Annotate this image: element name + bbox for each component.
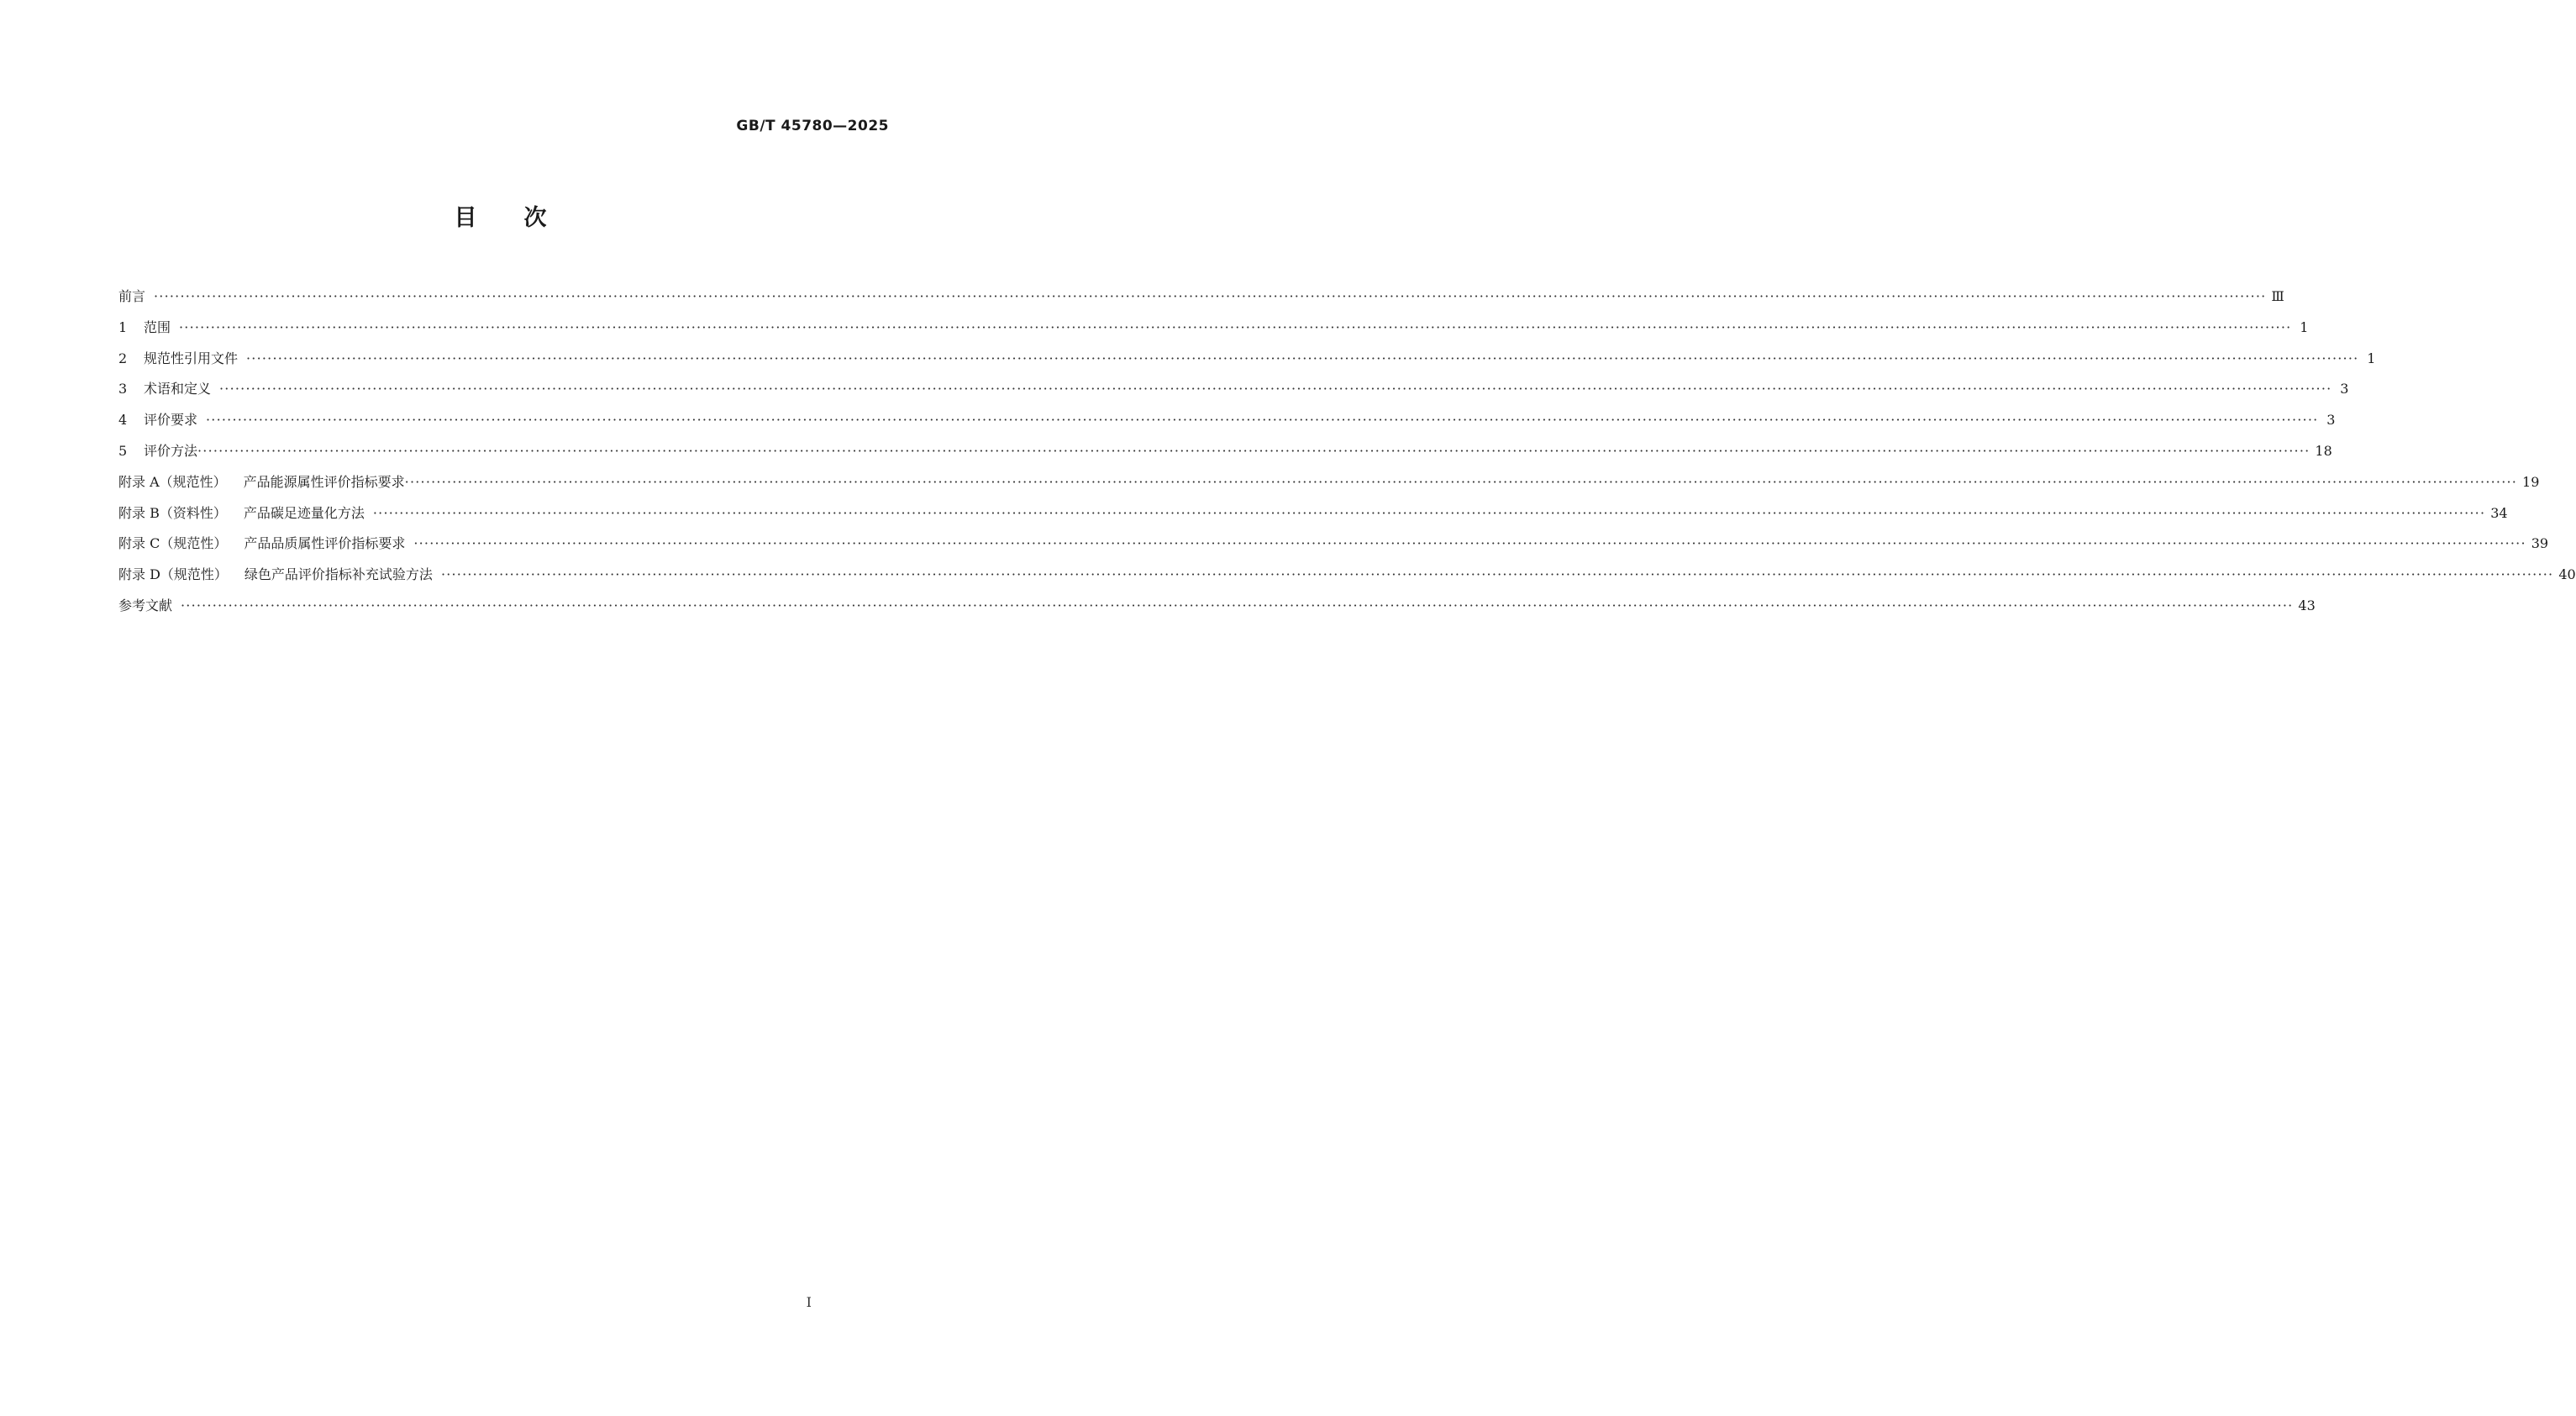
toc-entry-text: 产品品质属性评价指标要求 <box>244 535 406 552</box>
toc-entry-number: 2 <box>118 350 128 366</box>
toc-entry-page: 39 <box>2531 535 2549 552</box>
toc-entry-text: 产品碳足迹量化方法 <box>243 504 365 521</box>
toc-entry-text: 绿色产品评价指标补充试验方法 <box>244 566 433 583</box>
toc-entry-evaluation-requirements[interactable] <box>118 411 2336 442</box>
dot-leader: ················································································································································································································································································································································································································ <box>413 535 2526 552</box>
toc-annex-tag: 附录 A（规范性） <box>118 473 227 490</box>
toc-entry-number: 4 <box>118 412 128 429</box>
toc-entry-page: 3 <box>2340 381 2349 397</box>
toc-entry-label <box>118 566 433 584</box>
toc-entry-label <box>118 350 238 368</box>
toc-entry-label <box>118 473 405 492</box>
toc-entry-label <box>118 287 145 306</box>
toc-annex-tag: 附录 C（规范性） <box>118 535 228 552</box>
page-title: 目次 <box>454 205 594 231</box>
toc-entry-page: 1 <box>2300 318 2309 335</box>
toc-entry-page: Ⅲ <box>2271 288 2284 304</box>
toc-entry-page: 3 <box>2326 412 2336 429</box>
toc-entry-page: 40 <box>2558 566 2576 583</box>
dot-leader: ················································································································································································································································································································································································································ <box>181 597 2294 613</box>
toc-entry-label <box>118 534 405 553</box>
toc-entry-text: 评价要求 <box>144 412 198 429</box>
toc-entry-scope[interactable] <box>118 318 2309 350</box>
toc-entry-label <box>118 411 197 429</box>
standard-code: GB/T 45780—2025 <box>736 118 889 134</box>
toc-entry-text: 术语和定义 <box>144 381 212 397</box>
dot-leader: ················································································································································································································································································································································································································ <box>372 504 2486 521</box>
toc-entry-annex-a[interactable] <box>118 473 2540 504</box>
toc-entry-label <box>118 380 211 398</box>
dot-leader: ················································································································································································································································································································································································································ <box>246 350 2359 366</box>
toc-entry-page: 19 <box>2522 473 2540 490</box>
page-number: Ⅰ <box>806 1294 812 1310</box>
toc-entry-terms-definitions[interactable] <box>118 380 2349 411</box>
toc-entry-page: 18 <box>2315 442 2332 459</box>
toc-entry-annex-b[interactable] <box>118 504 2508 535</box>
toc-entry-number: 5 <box>118 442 128 459</box>
dot-leader: ················································································································································································································································································································································································································ <box>440 566 2554 583</box>
toc-entry-text: 范围 <box>144 318 171 335</box>
dot-leader: ················································································································································································································································································································································································································ <box>154 288 2267 304</box>
toc-annex-tag: 附录 B（资料性） <box>118 504 227 521</box>
toc-entry-foreword[interactable] <box>118 287 2284 318</box>
toc-entry-label <box>118 318 171 337</box>
dot-leader: ················································································································································································································································································································································································································ <box>179 318 2292 335</box>
toc-entry-label <box>118 597 172 615</box>
toc-entry-page: 34 <box>2490 504 2508 521</box>
toc-entry-number: 3 <box>118 381 128 397</box>
toc-entry-text: 评价方法 <box>144 442 198 459</box>
dot-leader: ················································································································································································································································································································································································································ <box>404 473 2518 490</box>
toc-entry-evaluation-methods[interactable] <box>118 442 2332 473</box>
toc-entry-text: 前言 <box>118 288 146 304</box>
toc-entry-number: 1 <box>118 318 128 335</box>
toc-entry-page: 43 <box>2298 597 2316 613</box>
toc-entry-normative-references[interactable] <box>118 350 2376 381</box>
toc-entry-annex-d[interactable] <box>118 566 2576 597</box>
dot-leader: ················································································································································································································································································································································································································ <box>197 442 2311 459</box>
toc-annex-tag: 附录 D（规范性） <box>118 566 228 583</box>
toc-entry-label <box>118 442 197 461</box>
toc-entry-text: 规范性引用文件 <box>144 350 239 366</box>
toc-entry-bibliography[interactable] <box>118 597 2316 628</box>
toc-entry-annex-c[interactable] <box>118 534 2549 566</box>
toc-entry-text: 参考文献 <box>118 597 173 613</box>
dot-leader: ················································································································································································································································································································································································································ <box>219 381 2332 397</box>
dot-leader: ················································································································································································································································································································································································································ <box>206 412 2319 429</box>
table-of-contents <box>118 287 2576 628</box>
toc-entry-text: 产品能源属性评价指标要求 <box>243 473 405 490</box>
toc-entry-label <box>118 504 365 523</box>
toc-entry-page: 1 <box>2367 350 2376 366</box>
